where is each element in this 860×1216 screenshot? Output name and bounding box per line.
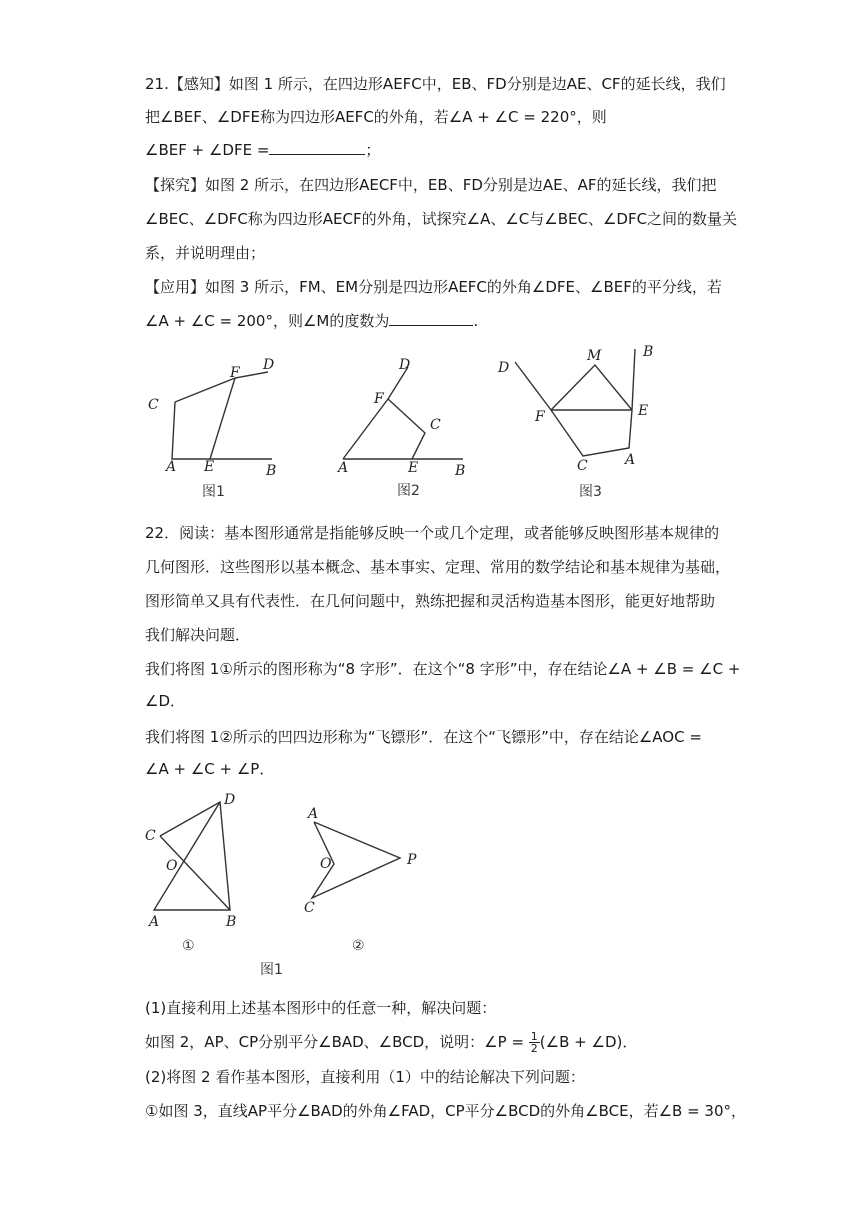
edge-fme	[551, 365, 632, 410]
edge-cfd	[175, 372, 268, 402]
q22-line-6: ∠D．	[145, 692, 185, 710]
edge-fce	[388, 399, 425, 459]
q22-part1-text: 如图 2，AP、CP分别平分∠BAD、∠BCD，说明：∠P =	[145, 1033, 525, 1051]
label-f: F	[230, 365, 240, 381]
label-f: F	[535, 409, 545, 425]
fraction-one-half	[529, 1031, 540, 1054]
label-e: E	[638, 403, 649, 419]
q22-line-7	[145, 726, 725, 748]
subfigure-number: ②	[352, 938, 365, 954]
edge-df	[515, 362, 551, 410]
answer-blank	[269, 139, 365, 155]
label-b: B	[266, 463, 277, 479]
q22-line-1: 22．阅读：基本图形通常是指能够反映一个或几个定理，或者能够反映图形基本规律的	[145, 524, 720, 542]
q21-line-3	[145, 139, 725, 161]
q21-line-2: 把∠BEF、∠DFE称为四边形AEFC的外角，若∠A + ∠C = 220°，则	[145, 108, 607, 126]
q22-line-4: 我们解决问题．	[145, 626, 251, 644]
edge-afd	[343, 367, 408, 459]
q22-figure-1-dart-shape	[300, 800, 440, 954]
q22-part1-title: (1)直接利用上述基本图形中的任意一种，解决问题：	[145, 999, 497, 1017]
label-a: A	[338, 460, 349, 476]
label-b: B	[226, 914, 237, 930]
label-o: O	[320, 856, 332, 872]
label-o: O	[166, 858, 178, 874]
label-e: E	[408, 460, 419, 476]
q21-line-7: 【应用】如图 3 所示，FM、EM分别是四边形AEFC的外角∠DFE、∠BEF的平分线，若	[145, 278, 722, 296]
label-b: B	[455, 463, 466, 479]
q22-line-2: 几何图形．这些图形以基本概念、基本事实、定理、常用的数学结论和基本规律为基础，	[145, 558, 731, 576]
edge-eb	[632, 349, 635, 410]
q21-figure-3	[495, 342, 665, 502]
edge-fe	[210, 378, 235, 459]
label-b: B	[643, 344, 654, 360]
q22-text: 所示的图形称为“8 字形”．在这个“8 字形”中，存在结论∠A + ∠B = ∠C +	[232, 660, 741, 678]
q22-text: 所示的凹四边形称为“飞镖形”．在这个“飞镖形”中，存在结论∠AOC =	[232, 728, 702, 746]
q22-text: 我们将图 1	[145, 728, 220, 746]
q22-part1-text: (∠B + ∠D)．	[539, 1033, 638, 1051]
circled-number: ②	[219, 728, 233, 746]
label-m: M	[587, 348, 602, 364]
label-e: E	[204, 459, 215, 475]
q21-line-4: 【探究】如图 2 所示，在四边形AECF中，EB、FD分别是边AE、AF的延长线，我们把	[145, 176, 717, 194]
eight-shape-outline	[154, 802, 230, 910]
label-d: D	[224, 792, 236, 808]
q21-figure-1	[140, 355, 290, 505]
figure-caption: 图1	[202, 484, 225, 500]
q22-figure-1-eight-shape	[140, 790, 260, 954]
q22-part2-item1	[145, 1100, 747, 1122]
label-a: A	[625, 452, 636, 468]
label-a: A	[149, 914, 160, 930]
fraction-numerator: 1	[530, 1030, 538, 1043]
label-c: C	[304, 900, 315, 916]
label-d: D	[263, 357, 275, 373]
label-c: C	[577, 458, 588, 474]
q22-figure-1-caption	[260, 958, 300, 980]
figure-caption: 图2	[397, 483, 420, 499]
answer-blank	[389, 310, 473, 326]
q21-line-5: ∠BEC、∠DFC称为四边形AECF的外角，试探究∠A、∠C与∠BEC、∠DFC之间的数量关	[145, 210, 738, 228]
q22-part1-statement	[145, 1031, 725, 1054]
label-f: F	[374, 391, 384, 407]
label-c: C	[430, 417, 441, 433]
subfigure-number: ①	[182, 938, 195, 954]
circled-number: ①	[145, 1102, 159, 1120]
edge-cab	[172, 402, 272, 459]
q21-line-6: 系，并说明理由；	[145, 244, 266, 262]
circled-number: ①	[219, 660, 233, 678]
q21-semicolon: ；	[365, 141, 381, 159]
label-a: A	[308, 806, 319, 822]
q22-part2-title: (2)将图 2 看作基本图形，直接利用（1）中的结论解决下列问题：	[145, 1068, 585, 1086]
label-a: A	[166, 459, 177, 475]
label-d: D	[498, 360, 510, 376]
label-c: C	[145, 828, 156, 844]
q22-line-5	[145, 658, 741, 680]
edge-fcae	[551, 410, 632, 456]
label-p: P	[407, 852, 417, 868]
q21-line-1: 21.【感知】如图 1 所示，在四边形AEFC中，EB、FD分别是边AE、CF的延长线，我们	[145, 75, 726, 93]
label-d: D	[399, 357, 411, 373]
q22-part2-text: 如图 3，直线AP平分∠BAD的外角∠FAD，CP平分∠BCD的外角∠BCE，若∠B = 30°，	[158, 1102, 747, 1120]
label-c: C	[148, 397, 159, 413]
q21-line-8	[145, 310, 725, 332]
q21-expr: ∠BEF + ∠DFE =	[145, 141, 270, 159]
q22-line-3: 图形简单又具有代表性．在几何问题中，熟练把握和灵活构造基本图形，能更好地帮助	[145, 592, 716, 610]
q22-line-8: ∠A + ∠C + ∠P．	[145, 760, 275, 778]
fraction-denominator: 2	[530, 1042, 538, 1055]
q22-text: 我们将图 1	[145, 660, 220, 678]
q21-period: .	[473, 312, 479, 330]
figure-caption: 图3	[579, 484, 602, 500]
figure-caption: 图1	[260, 962, 283, 978]
q21-figure-2	[335, 355, 475, 505]
q21-apply-expr: ∠A + ∠C = 200°，则∠M的度数为	[145, 312, 390, 330]
